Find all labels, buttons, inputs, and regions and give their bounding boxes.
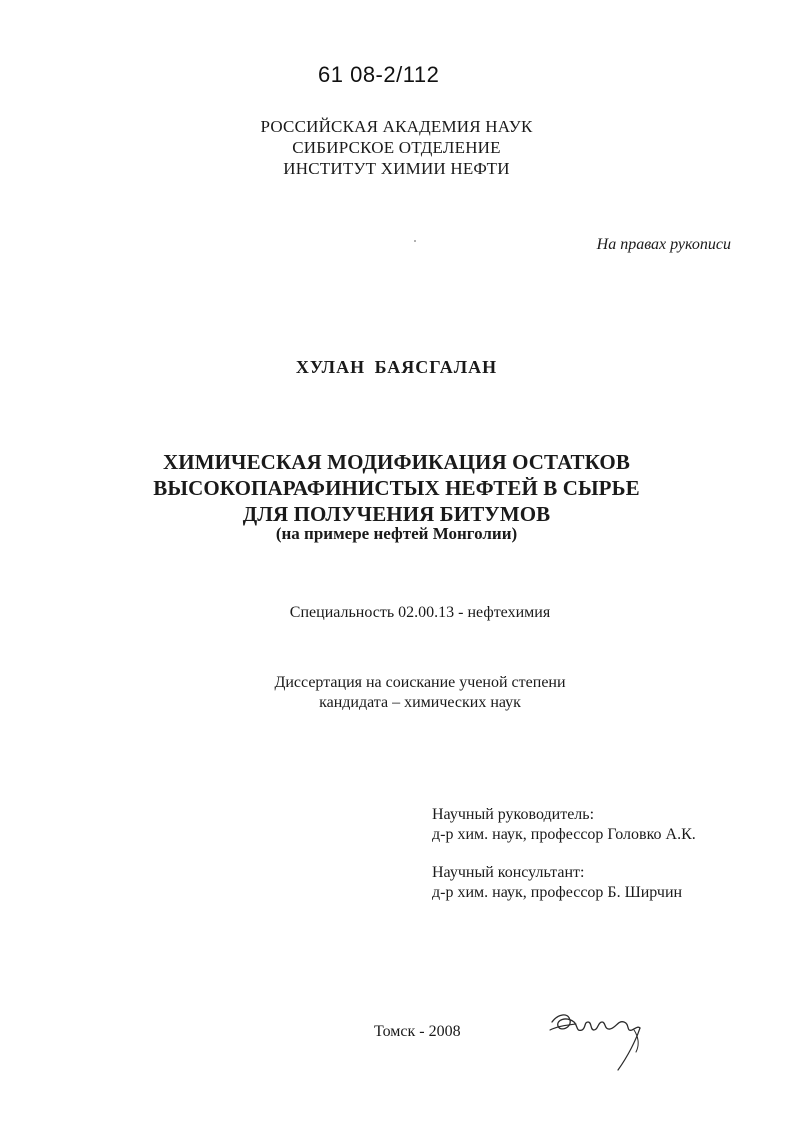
title-line-2: ВЫСОКОПАРАФИНИСТЫХ НЕФТЕЙ В СЫРЬЕ: [153, 476, 640, 500]
scientific-consultant: [432, 863, 682, 903]
dissertation-title: [0, 449, 793, 527]
organization-line-branch: СИБИРСКОЕ ОТДЕЛЕНИЕ: [292, 138, 501, 157]
advisor-name: д-р хим. наук, профессор Головко А.К.: [432, 826, 696, 843]
author-name: ХУЛАН БАЯСГАЛАН: [295, 357, 498, 377]
city-year: Томск - 2008: [374, 1023, 461, 1040]
title-line-1: ХИМИЧЕСКАЯ МОДИФИКАЦИЯ ОСТАТКОВ: [163, 450, 630, 474]
organization-header: [0, 116, 793, 179]
advisor-label: Научный руководитель:: [432, 806, 595, 823]
degree-line-2: кандидата – химических наук: [319, 694, 521, 711]
manuscript-note: На правах рукописи: [596, 236, 731, 253]
scan-speck: [414, 240, 416, 242]
degree-line-1: Диссертация на соискание ученой степени: [274, 674, 566, 691]
degree-statement: [0, 673, 793, 713]
dissertation-subtitle: (на примере нефтей Монголии): [275, 524, 518, 543]
scientific-advisor: [432, 805, 696, 845]
organization-line-institute: ИНСТИТУТ ХИМИИ НЕФТИ: [283, 159, 510, 178]
consultant-name: д-р хим. наук, профессор Б. Ширчин: [432, 884, 683, 901]
handwritten-signature: [548, 1000, 658, 1080]
organization-line-academy: РОССИЙСКАЯ АКАДЕМИЯ НАУК: [260, 117, 533, 136]
consultant-label: Научный консультант:: [432, 864, 585, 881]
specialty: Специальность 02.00.13 - нефтехимия: [289, 604, 551, 621]
catalog-code: 61 08-2/112: [318, 62, 440, 87]
title-line-3: ДЛЯ ПОЛУЧЕНИЯ БИТУМОВ: [242, 502, 551, 526]
